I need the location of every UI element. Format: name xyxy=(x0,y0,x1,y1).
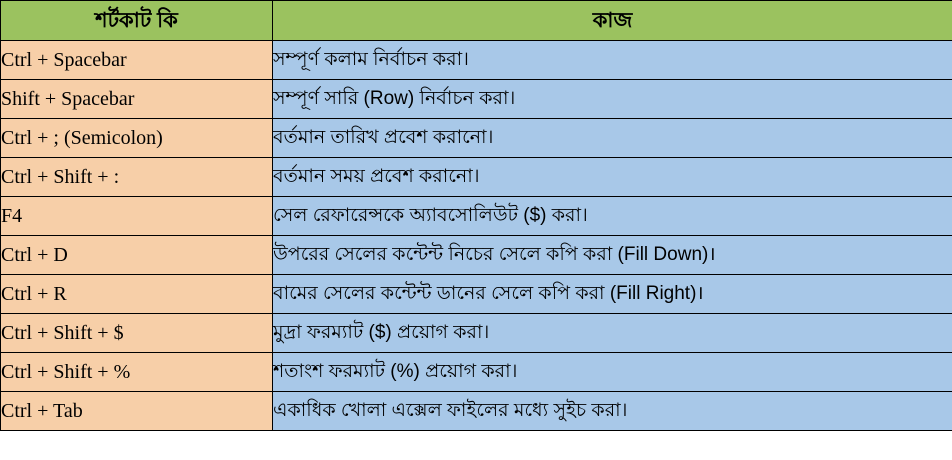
shortcut-key-cell: Ctrl + Tab xyxy=(1,392,273,431)
table-body xyxy=(1,41,952,431)
task-description-cell: সেল রেফারেন্সকে অ্যাবসোলিউট ($) করা। xyxy=(273,197,952,236)
table-row xyxy=(1,314,952,353)
table-row xyxy=(1,80,952,119)
task-description-cell: সম্পূর্ণ সারি (Row) নির্বাচন করা। xyxy=(273,80,952,119)
table-row xyxy=(1,158,952,197)
table-row xyxy=(1,197,952,236)
shortcut-key-cell: Ctrl + R xyxy=(1,275,273,314)
shortcut-key-cell: Ctrl + Shift + % xyxy=(1,353,273,392)
shortcut-key-cell: Shift + Spacebar xyxy=(1,80,273,119)
task-description-cell: উপরের সেলের কন্টেন্ট নিচের সেলে কপি করা (Fill Down)। xyxy=(273,236,952,275)
task-description-cell: শতাংশ ফরম্যাট (%) প্রয়োগ করা। xyxy=(273,353,952,392)
table-row xyxy=(1,236,952,275)
task-description-cell: বর্তমান সময় প্রবেশ করানো। xyxy=(273,158,952,197)
shortcut-key-cell: Ctrl + Shift + : xyxy=(1,158,273,197)
task-description-cell: বর্তমান তারিখ প্রবেশ করানো। xyxy=(273,119,952,158)
table-header-row xyxy=(1,1,952,41)
shortcut-key-cell: F4 xyxy=(1,197,273,236)
shortcut-key-cell: Ctrl + Spacebar xyxy=(1,41,273,80)
table-row xyxy=(1,41,952,80)
task-description-cell: বামের সেলের কন্টেন্ট ডানের সেলে কপি করা (Fill Right)। xyxy=(273,275,952,314)
table-header xyxy=(1,1,952,41)
task-description-cell: সম্পূর্ণ কলাম নির্বাচন করা। xyxy=(273,41,952,80)
table-row xyxy=(1,119,952,158)
task-description-cell: একাধিক খোলা এক্সেল ফাইলের মধ্যে সুইচ করা। xyxy=(273,392,952,431)
shortcut-key-cell: Ctrl + Shift + $ xyxy=(1,314,273,353)
shortcut-key-cell: Ctrl + D xyxy=(1,236,273,275)
table-row xyxy=(1,275,952,314)
column-header-task: কাজ xyxy=(273,1,952,41)
task-description-cell: মুদ্রা ফরম্যাট ($) প্রয়োগ করা। xyxy=(273,314,952,353)
table-row xyxy=(1,392,952,431)
column-header-shortcut-key: শর্টকাট কি xyxy=(1,1,273,41)
table-row xyxy=(1,353,952,392)
shortcut-key-cell: Ctrl + ; (Semicolon) xyxy=(1,119,273,158)
